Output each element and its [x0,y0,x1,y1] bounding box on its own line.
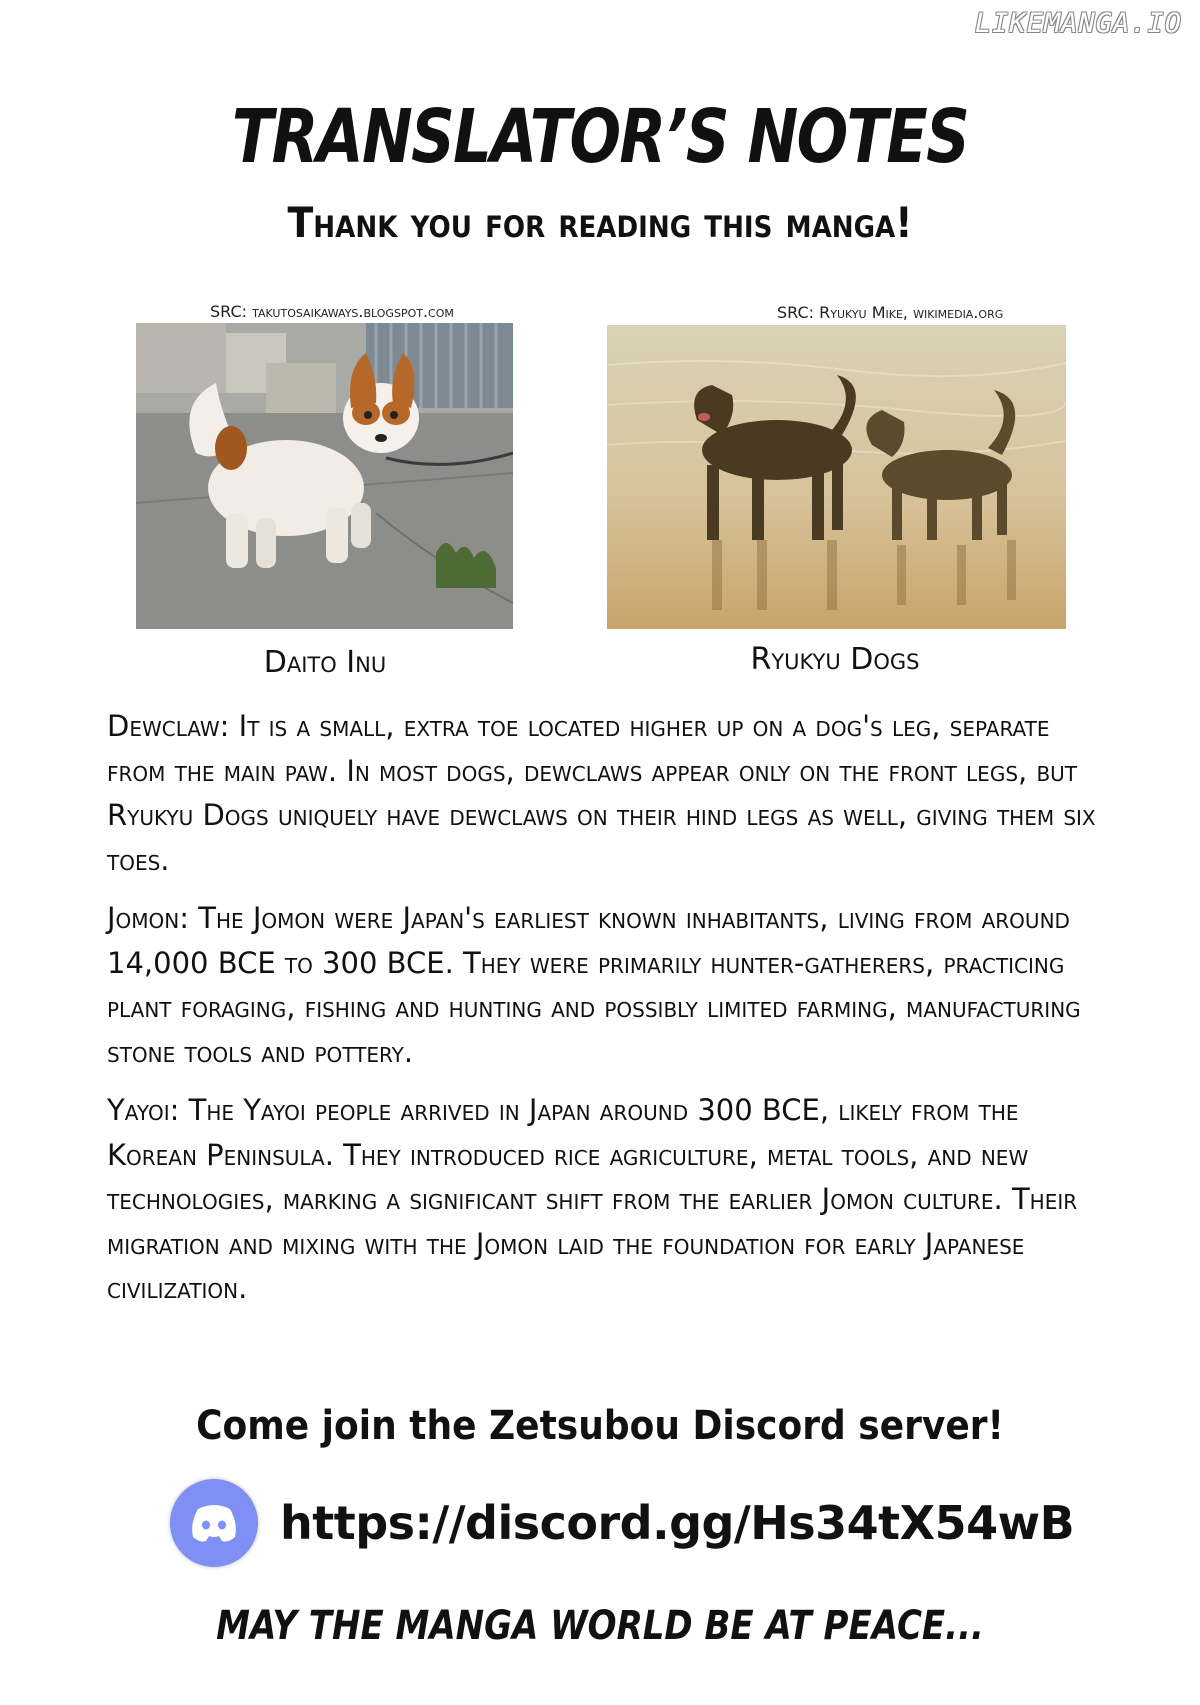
note-text: It is a small, extra toe located higher up on a dog's leg, separate from the main paw. In most dogs, dewclaws appear only on the front legs, but Ryukyu Dogs uniquely have dewclaws on their hind legs as well, giving them six toes. [107,709,1096,877]
note-yayoi [107,1088,1117,1311]
daito-inu-photo [136,323,513,629]
discord-link[interactable]: https://discord.gg/Hs34tX54wB [280,1496,1075,1550]
discord-link-row [170,1478,1074,1568]
discord-invite-text: Come join the Zetsubou Discord server! [196,1403,1004,1449]
page-title: TRANSLATOR’S NOTES [231,94,969,180]
page-subtitle: Thank you for reading this manga! [287,198,913,247]
note-text: The Yayoi people arrived in Japan around 300 BCE, likely from the Korean Peninsula. They introduced rice agriculture, metal tools, and new technologies, marking a significant shift from the earlier Jomon culture. Their migration and mixing with the Jomon laid the foundation for early Japanese civilization. [107,1093,1078,1305]
notes-section [107,704,1117,1325]
note-term: Jomon: [107,901,190,935]
photo-source-right: SRC: Ryukyu Mike, wikimedia.org [777,303,1004,322]
ryukyu-dogs-photo [607,325,1066,629]
note-jomon [107,896,1117,1074]
note-dewclaw [107,704,1117,882]
photo-source-left: SRC: takutosaikaways.blogspot.com [210,302,454,321]
note-term: Dewclaw: [107,709,230,743]
photo-caption-right: Ryukyu Dogs [750,642,920,677]
watermark: LIKEMANGA.IO [974,8,1182,39]
closing-message: MAY THE MANGA WORLD BE AT PEACE... [216,1603,984,1649]
note-term: Yayoi: [107,1093,180,1127]
discord-icon [170,1479,258,1567]
note-text: The Jomon were Japan's earliest known inhabitants, living from around 14,000 BCE to 300 BCE. They were primarily hunter-gatherers, practicing plant foraging, fishing and hunting and possibly limited farming, manufacturing stone tools and pottery. [107,901,1081,1069]
photo-caption-left: Daito Inu [263,645,387,680]
